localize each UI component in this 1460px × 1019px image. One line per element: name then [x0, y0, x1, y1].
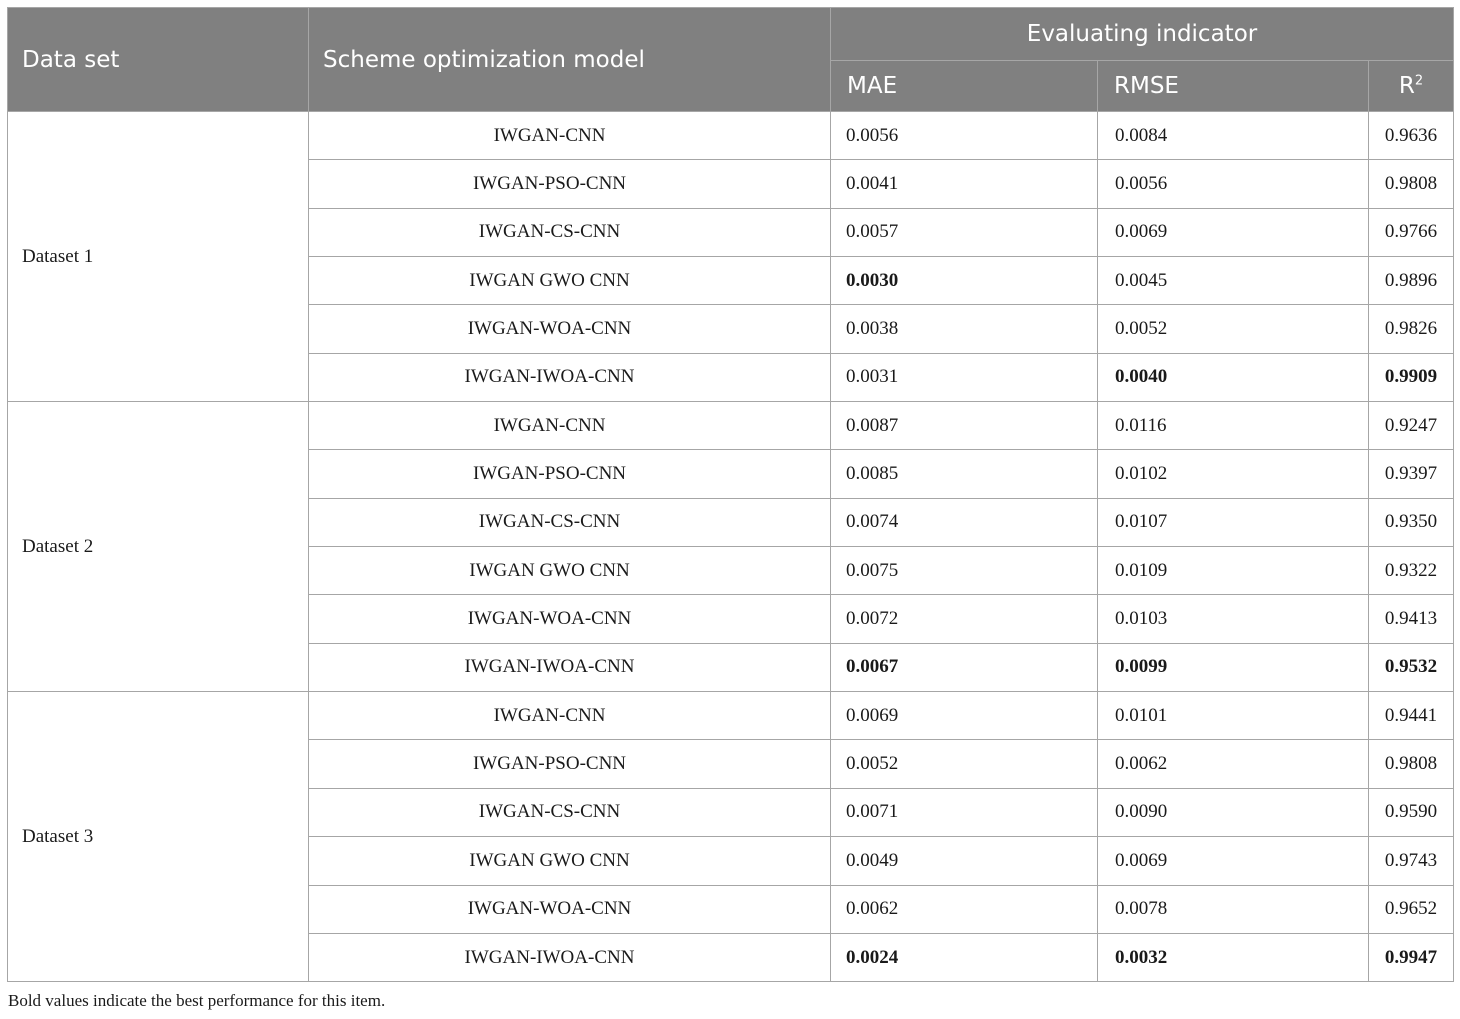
rmse-cell: 0.0101: [1098, 692, 1369, 740]
model-cell: IWGAN-CNN: [309, 692, 831, 740]
rmse-cell: 0.0069: [1098, 837, 1369, 885]
dataset-label: Dataset 3: [8, 692, 309, 982]
table-row: [8, 112, 1454, 160]
rmse-cell: 0.0107: [1098, 498, 1369, 546]
rmse-cell: 0.0090: [1098, 788, 1369, 836]
rmse-cell: 0.0040: [1098, 353, 1369, 401]
results-table: [7, 7, 1454, 982]
header-mae: MAE: [831, 61, 1098, 112]
mae-cell: 0.0031: [831, 353, 1098, 401]
mae-cell: 0.0041: [831, 160, 1098, 208]
mae-cell: 0.0071: [831, 788, 1098, 836]
rmse-cell: 0.0109: [1098, 547, 1369, 595]
header-rmse: RMSE: [1098, 61, 1369, 112]
model-cell: IWGAN-PSO-CNN: [309, 160, 831, 208]
mae-cell: 0.0075: [831, 547, 1098, 595]
r2-cell: 0.9909: [1369, 353, 1454, 401]
r2-cell: 0.9808: [1369, 160, 1454, 208]
model-cell: IWGAN-WOA-CNN: [309, 595, 831, 643]
mae-cell: 0.0057: [831, 208, 1098, 256]
header-r2: [1369, 61, 1454, 112]
rmse-cell: 0.0032: [1098, 933, 1369, 981]
model-cell: IWGAN-PSO-CNN: [309, 450, 831, 498]
rmse-cell: 0.0056: [1098, 160, 1369, 208]
mae-cell: 0.0074: [831, 498, 1098, 546]
mae-cell: 0.0087: [831, 402, 1098, 450]
mae-cell: 0.0024: [831, 933, 1098, 981]
mae-cell: 0.0052: [831, 740, 1098, 788]
rmse-cell: 0.0052: [1098, 305, 1369, 353]
r2-cell: 0.9826: [1369, 305, 1454, 353]
model-cell: IWGAN GWO CNN: [309, 257, 831, 305]
rmse-cell: 0.0045: [1098, 257, 1369, 305]
mae-cell: 0.0038: [831, 305, 1098, 353]
mae-cell: 0.0067: [831, 643, 1098, 691]
table-row: [8, 402, 1454, 450]
header-model: Scheme optimization model: [309, 8, 831, 112]
rmse-cell: 0.0078: [1098, 885, 1369, 933]
model-cell: IWGAN GWO CNN: [309, 547, 831, 595]
model-cell: IWGAN-CS-CNN: [309, 788, 831, 836]
model-cell: IWGAN-CS-CNN: [309, 208, 831, 256]
r2-cell: 0.9896: [1369, 257, 1454, 305]
model-cell: IWGAN-WOA-CNN: [309, 885, 831, 933]
r2-cell: 0.9808: [1369, 740, 1454, 788]
header-dataset: Data set: [8, 8, 309, 112]
r2-cell: 0.9350: [1369, 498, 1454, 546]
model-cell: IWGAN GWO CNN: [309, 837, 831, 885]
header-r2-base: R: [1398, 73, 1415, 99]
rmse-cell: 0.0099: [1098, 643, 1369, 691]
table-header: [8, 8, 1454, 112]
r2-cell: 0.9636: [1369, 112, 1454, 160]
r2-cell: 0.9590: [1369, 788, 1454, 836]
header-evaluating-indicator: Evaluating indicator: [831, 8, 1454, 61]
model-cell: IWGAN-CNN: [309, 402, 831, 450]
table-footnote: Bold values indicate the best performance for this item.: [8, 991, 386, 1010]
model-cell: IWGAN-IWOA-CNN: [309, 933, 831, 981]
table-row: [8, 692, 1454, 740]
mae-cell: 0.0049: [831, 837, 1098, 885]
dataset-label: Dataset 2: [8, 402, 309, 692]
r2-cell: 0.9247: [1369, 402, 1454, 450]
model-cell: IWGAN-PSO-CNN: [309, 740, 831, 788]
rmse-cell: 0.0102: [1098, 450, 1369, 498]
model-cell: IWGAN-CS-CNN: [309, 498, 831, 546]
r2-cell: 0.9947: [1369, 933, 1454, 981]
model-cell: IWGAN-IWOA-CNN: [309, 643, 831, 691]
table-body: [8, 112, 1454, 982]
r2-cell: 0.9652: [1369, 885, 1454, 933]
rmse-cell: 0.0062: [1098, 740, 1369, 788]
mae-cell: 0.0069: [831, 692, 1098, 740]
model-cell: IWGAN-IWOA-CNN: [309, 353, 831, 401]
mae-cell: 0.0056: [831, 112, 1098, 160]
model-cell: IWGAN-WOA-CNN: [309, 305, 831, 353]
r2-cell: 0.9766: [1369, 208, 1454, 256]
mae-cell: 0.0085: [831, 450, 1098, 498]
dataset-label: Dataset 1: [8, 112, 309, 402]
mae-cell: 0.0072: [831, 595, 1098, 643]
r2-cell: 0.9532: [1369, 643, 1454, 691]
rmse-cell: 0.0103: [1098, 595, 1369, 643]
mae-cell: 0.0062: [831, 885, 1098, 933]
model-cell: IWGAN-CNN: [309, 112, 831, 160]
mae-cell: 0.0030: [831, 257, 1098, 305]
rmse-cell: 0.0116: [1098, 402, 1369, 450]
header-r2-sup: 2: [1414, 73, 1424, 89]
r2-cell: 0.9441: [1369, 692, 1454, 740]
r2-cell: 0.9743: [1369, 837, 1454, 885]
r2-cell: 0.9322: [1369, 547, 1454, 595]
r2-cell: 0.9397: [1369, 450, 1454, 498]
header-row-top: [8, 8, 1454, 61]
rmse-cell: 0.0084: [1098, 112, 1369, 160]
rmse-cell: 0.0069: [1098, 208, 1369, 256]
r2-cell: 0.9413: [1369, 595, 1454, 643]
